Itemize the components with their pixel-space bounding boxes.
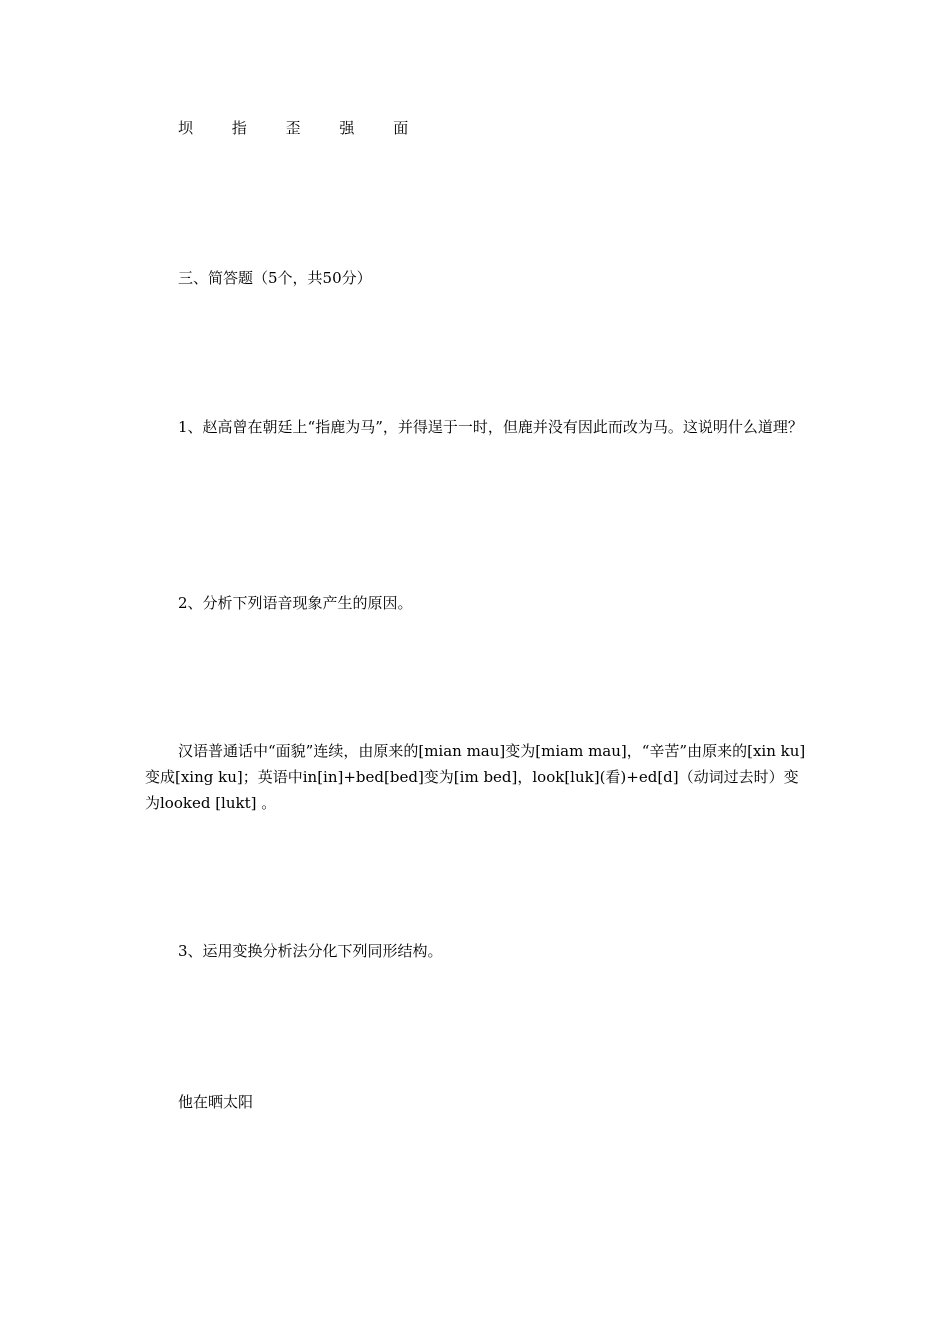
question-3-example: 他在晒太阳 xyxy=(178,1093,254,1111)
word-item: 面 xyxy=(393,119,409,137)
question-2-material: 汉语普通话中“面貌”连续，由原来的[mian mau]变为[miam mau]，“辛苦”由原来的[xin ku]变成[xing ku]；英语中in[in]+bed[bed]变为[im bed]，look[luk](看)+ed[d]（动词过去时）变为looked [lukt] 。 xyxy=(145,742,806,812)
word-item: 强 xyxy=(339,119,355,137)
word-list xyxy=(178,115,442,141)
question-3: 3、运用变换分析法分化下列同形结构。 xyxy=(178,942,443,960)
word-item: 歪 xyxy=(285,119,301,137)
question-2: 2、分析下列语音现象产生的原因。 xyxy=(178,594,413,612)
question-1: 1、赵高曾在朝廷上“指鹿为马”，并得逞于一时，但鹿并没有因此而改为马。这说明什么道理？ xyxy=(178,418,803,436)
word-item: 坝 xyxy=(178,119,194,137)
word-item: 指 xyxy=(231,119,247,137)
section-heading: 三、简答题（5个，共50分） xyxy=(178,269,372,287)
